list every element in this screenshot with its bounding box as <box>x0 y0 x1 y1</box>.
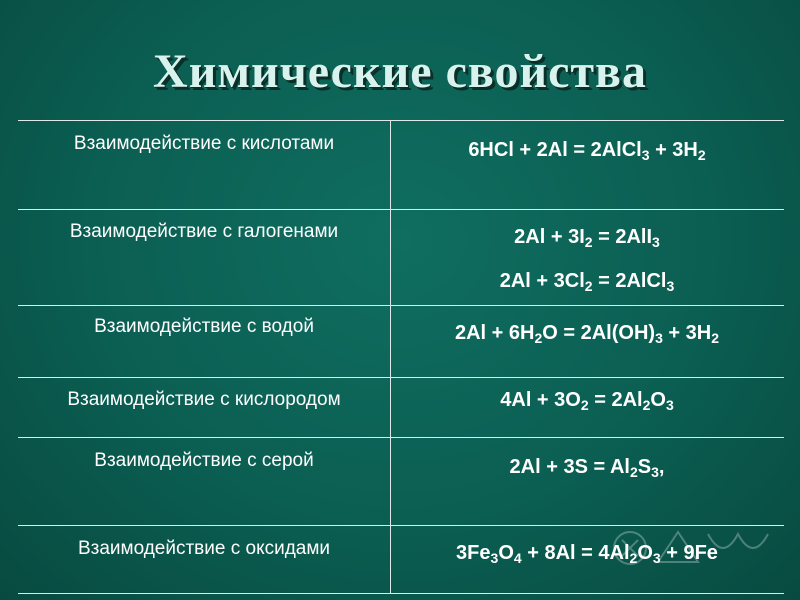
table-row <box>18 209 784 306</box>
row-label: Взаимодействие с кислотами <box>73 133 335 154</box>
table-row <box>18 305 784 378</box>
table-row <box>18 437 784 526</box>
row-label: Взаимодействие с кислородом <box>67 389 341 410</box>
reaction-formula: $2Al + 3I_2 = 2AlI_3$ <box>514 226 660 250</box>
row-label: Взаимодействие с оксидами <box>77 538 331 559</box>
row-label: Взаимодействие с водой <box>94 316 314 337</box>
row-label: Взаимодействие с галогенами <box>69 221 339 242</box>
page-title: Химические свойства <box>153 45 647 98</box>
table-row <box>18 377 784 438</box>
table-row <box>18 121 784 209</box>
reaction-formula: 6HCl + 2Al = 2AlCl$_3$ + $3H_2$ <box>468 139 706 163</box>
row-label: Взаимодействие с серой <box>94 450 314 471</box>
logo-watermark-icon <box>608 518 788 578</box>
reaction-formula: $2Al + 3S = Al_2S_3$, <box>509 456 665 480</box>
reaction-formula: $4Al + 3O_2 = 2Al_2O_3$ <box>500 389 674 413</box>
reaction-formula: $3Fe_3O_4 + 8Al = 4Al_2O_3 + 9Fe$ <box>456 542 718 566</box>
reaction-formula: $2Al + 3Cl_2$ = 2AlCl$_3$ <box>499 270 675 294</box>
reaction-formula: $2Al + 6H_2O = 2Al(OH)_3 + 3H_2$ <box>454 322 720 346</box>
